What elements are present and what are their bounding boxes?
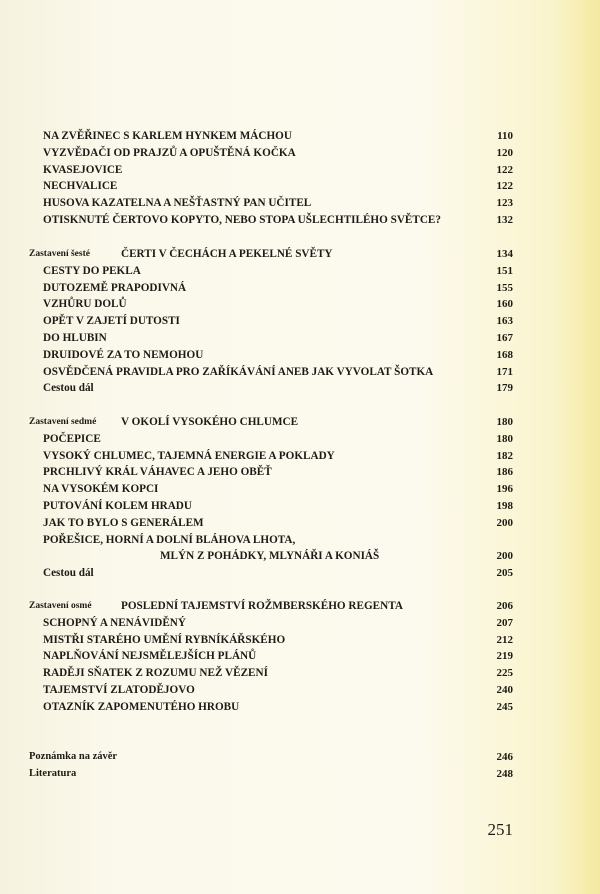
entry-page: 167 xyxy=(496,331,513,344)
entry-page: 248 xyxy=(496,767,513,780)
entry-page: 246 xyxy=(496,751,513,763)
toc-entry xyxy=(0,296,600,313)
toc-entry xyxy=(0,263,600,280)
toc-entry xyxy=(0,212,600,229)
toc-entry xyxy=(0,682,600,699)
entry-title: Literatura xyxy=(29,767,77,779)
entry-page: 206 xyxy=(496,600,513,612)
entry-title: TAJEMSTVÍ ZLATODĚJOVO xyxy=(43,683,195,696)
entry-page: 160 xyxy=(496,298,513,311)
entry-title: POSLEDNÍ TAJEMSTVÍ ROŽMBERSKÉHO REGENTA xyxy=(121,600,403,612)
toc-entry xyxy=(0,280,600,297)
toc-entry xyxy=(0,162,600,179)
entry-page: 186 xyxy=(496,466,513,479)
toc-entry xyxy=(0,498,600,515)
toc-entry xyxy=(0,313,600,330)
entry-title: OPĚT V ZAJETÍ DUTOSTI xyxy=(43,315,180,328)
toc-entry xyxy=(0,749,600,766)
entry-page: 225 xyxy=(496,667,513,680)
entry-page: 245 xyxy=(496,700,513,713)
entry-page: 171 xyxy=(496,365,513,378)
entry-page: 180 xyxy=(496,416,513,428)
toc-entry xyxy=(0,515,600,532)
entry-page: 134 xyxy=(496,248,513,260)
entry-page: 110 xyxy=(497,130,513,142)
entry-title: DUTOZEMĚ PRAPODIVNÁ xyxy=(43,281,187,294)
toc-entry xyxy=(0,464,600,481)
toc-entry xyxy=(0,665,600,682)
entry-page: 198 xyxy=(496,499,513,512)
toc-entry xyxy=(0,364,600,381)
entry-page: 123 xyxy=(496,197,513,210)
entry-title: VYSOKÝ CHLUMEC, TAJEMNÁ ENERGIE A POKLADY xyxy=(43,449,335,462)
entry-title: V OKOLÍ VYSOKÉHO CHLUMCE xyxy=(121,416,299,428)
entry-title: MLÝN Z POHÁDKY, MLYNÁŘI A KONIÁŠ xyxy=(160,550,380,563)
entry-page: 180 xyxy=(496,432,513,445)
section-label: Zastavení sedmé xyxy=(29,417,97,427)
toc-entry xyxy=(0,347,600,364)
entry-page: 200 xyxy=(496,516,513,529)
entry-title: JAK TO BYLO S GENERÁLEM xyxy=(43,516,204,529)
entry-title: OTAZNÍK ZAPOMENUTÉHO HROBU xyxy=(43,700,240,713)
section-label: Zastavení osmé xyxy=(29,601,92,611)
entry-page: 182 xyxy=(496,449,513,462)
toc-entry xyxy=(0,532,600,549)
toc-entry xyxy=(0,648,600,665)
entry-page: 179 xyxy=(496,382,513,395)
entry-page: 155 xyxy=(496,281,513,294)
toc-entry xyxy=(0,481,600,498)
entry-title: KVASEJOVICE xyxy=(43,163,123,176)
entry-title: Poznámka na závěr xyxy=(29,751,118,762)
entry-page: 151 xyxy=(496,264,513,277)
entry-title: DRUIDOVÉ ZA TO NEMOHOU xyxy=(43,348,204,361)
toc-entry xyxy=(0,565,600,582)
page-number: 251 xyxy=(487,820,513,839)
entry-title: PUTOVÁNÍ KOLEM HRADU xyxy=(43,499,192,512)
toc-group-continued xyxy=(0,128,600,229)
toc-back-matter xyxy=(0,749,600,783)
entry-title: SCHOPNÝ A NENÁVIDĚNÝ xyxy=(43,616,186,629)
toc-entry xyxy=(0,632,600,649)
toc-entry xyxy=(0,448,600,465)
toc-section-seventh xyxy=(0,414,600,582)
toc-entry xyxy=(0,246,600,263)
entry-page: 168 xyxy=(496,348,513,361)
entry-title: Cestou dál xyxy=(43,382,94,395)
entry-page: 207 xyxy=(496,616,513,629)
entry-title: NAPLŇOVÁNÍ NEJSMĚLEJŠÍCH PLÁNŮ xyxy=(43,650,257,663)
entry-title: VZHŮRU DOLŮ xyxy=(43,298,127,311)
toc-entry xyxy=(0,598,600,615)
toc-section-eighth xyxy=(0,598,600,716)
toc-entry xyxy=(0,431,600,448)
entry-title: OTISKNUTÉ ČERTOVO KOPYTO, NEBO STOPA UŠLECHTILÉHO SVĚTCE? xyxy=(43,213,441,226)
entry-title: Cestou dál xyxy=(43,567,94,580)
toc-entry xyxy=(0,414,600,431)
entry-title: MISTŘI STARÉHO UMĚNÍ RYBNÍKÁŘSKÉHO xyxy=(43,633,286,646)
toc-entry xyxy=(0,330,600,347)
toc-entry xyxy=(0,699,600,716)
toc-entry xyxy=(0,380,600,397)
entry-title: POŘEŠICE, HORNÍ A DOLNÍ BLÁHOVA LHOTA, xyxy=(43,533,296,546)
entry-title: DO HLUBIN xyxy=(43,331,107,344)
toc-entry xyxy=(0,615,600,632)
toc-section-sixth xyxy=(0,246,600,397)
toc-entry xyxy=(0,145,600,162)
entry-page: 219 xyxy=(496,650,513,663)
entry-page: 200 xyxy=(496,550,513,563)
entry-title: NA ZVĚŘINEC S KARLEM HYNKEM MÁCHOU xyxy=(43,130,292,142)
toc-entry xyxy=(0,548,600,565)
toc-entry xyxy=(0,178,600,195)
entry-page: 205 xyxy=(496,567,513,580)
entry-page: 122 xyxy=(496,180,513,193)
entry-title: PRCHLIVÝ KRÁL VÁHAVEC A JEHO OBĚŤ xyxy=(43,466,272,479)
entry-title: NECHVALICE xyxy=(43,180,118,193)
entry-page: 120 xyxy=(496,146,513,159)
entry-page: 122 xyxy=(496,163,513,176)
toc-entry xyxy=(0,766,600,783)
entry-title: OSVĚDČENÁ PRAVIDLA PRO ZAŘÍKÁVÁNÍ ANEB JAK VYVOLAT ŠOTKA xyxy=(43,365,434,378)
entry-page: 240 xyxy=(496,683,513,696)
entry-page: 163 xyxy=(496,315,513,328)
entry-title: ČERTI V ČECHÁCH A PEKELNÉ SVĚTY xyxy=(121,248,333,260)
entry-title: POČEPICE xyxy=(43,432,101,445)
section-label: Zastavení šesté xyxy=(29,249,90,259)
entry-title: HUSOVA KAZATELNA A NEŠŤASTNÝ PAN UČITEL xyxy=(43,197,312,210)
toc-entry xyxy=(0,195,600,212)
entry-page: 132 xyxy=(496,213,513,226)
entry-page: 212 xyxy=(496,633,513,646)
toc-entry xyxy=(0,128,600,145)
entry-page: 196 xyxy=(496,483,513,496)
entry-title: VYZVĚDAČI OD PRAJZŮ A OPUŠTĚNÁ KOČKA xyxy=(43,146,296,159)
entry-title: CESTY DO PEKLA xyxy=(43,264,141,277)
entry-title: RADĚJI SŇATEK Z ROZUMU NEŽ VĚZENÍ xyxy=(43,667,268,680)
entry-title: NA VYSOKÉM KOPCI xyxy=(43,483,159,496)
